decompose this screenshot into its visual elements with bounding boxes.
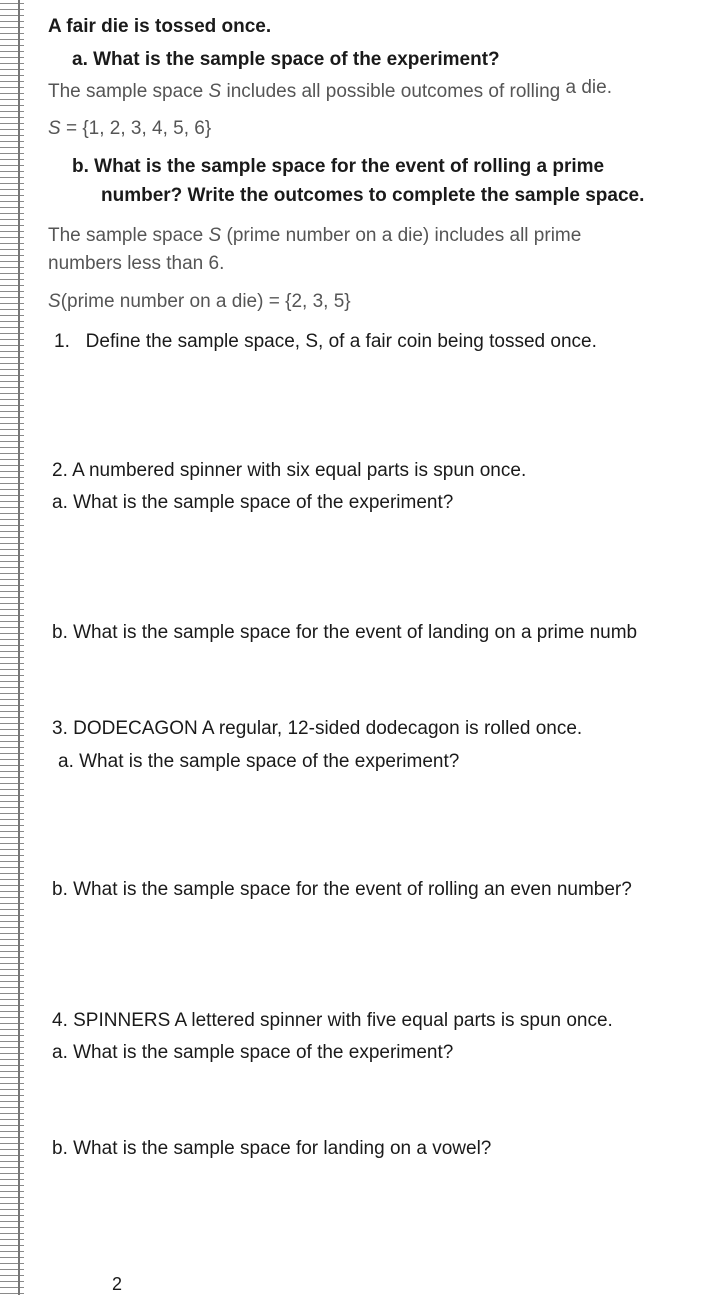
question-3b: b. What is the sample space for the event of rolling an even number?: [52, 879, 632, 900]
question-4b: b. What is the sample space for landing on a vowel?: [52, 1138, 492, 1159]
example-part-b-set: [48, 290, 351, 314]
example-part-b-question-line1: b. What is the sample space for the event of rolling a prime: [72, 156, 605, 177]
question-1: 1. Define the sample space, S, of a fair coin being tossed once.: [54, 331, 597, 352]
question-3a: a. What is the sample space of the experiment?: [58, 751, 460, 772]
question-4: 4. SPINNERS A lettered spinner with five equal parts is spun once.: [52, 1010, 613, 1031]
example-part-b-question-line2: number? Write the outcomes to complete the sample space.: [101, 185, 645, 206]
example-part-a-explanation: [48, 77, 612, 104]
question-2a: a. What is the sample space of the experiment?: [52, 492, 454, 513]
question-4a: a. What is the sample space of the experiment?: [52, 1042, 454, 1063]
binding-edge: [0, 0, 24, 1295]
explain-end: a die.: [565, 77, 612, 98]
page-number: 2: [112, 1274, 123, 1294]
explain-middle: includes all possible outcomes of rolling: [221, 81, 566, 102]
example-part-a-question: a. What is the sample space of the experiment?: [72, 49, 500, 70]
explain-b-after: (prime number on a die) includes all prime: [221, 225, 582, 246]
set-b-symbol: S: [48, 291, 61, 312]
set-b-rest: (prime number on a die) = {2, 3, 5}: [60, 291, 351, 312]
example-part-a-set: [48, 117, 211, 141]
explain-symbol: S: [208, 81, 222, 102]
set-rest: = {1, 2, 3, 4, 5, 6}: [60, 118, 212, 139]
example-part-b-explanation-line2: numbers less than 6.: [48, 253, 225, 274]
set-symbol: S: [48, 118, 61, 139]
example-intro: A fair die is tossed once.: [48, 16, 272, 37]
explain-b-symbol: S: [208, 225, 222, 246]
question-2b: b. What is the sample space for the event of landing on a prime numb: [52, 622, 638, 643]
question-3: 3. DODECAGON A regular, 12-sided dodecagon is rolled once.: [52, 718, 583, 739]
question-2: 2. A numbered spinner with six equal parts is spun once.: [52, 460, 527, 481]
explain-b-before: The sample space: [48, 225, 209, 246]
example-part-b-explanation-line1: [48, 224, 581, 248]
explain-before: The sample space: [48, 81, 209, 102]
